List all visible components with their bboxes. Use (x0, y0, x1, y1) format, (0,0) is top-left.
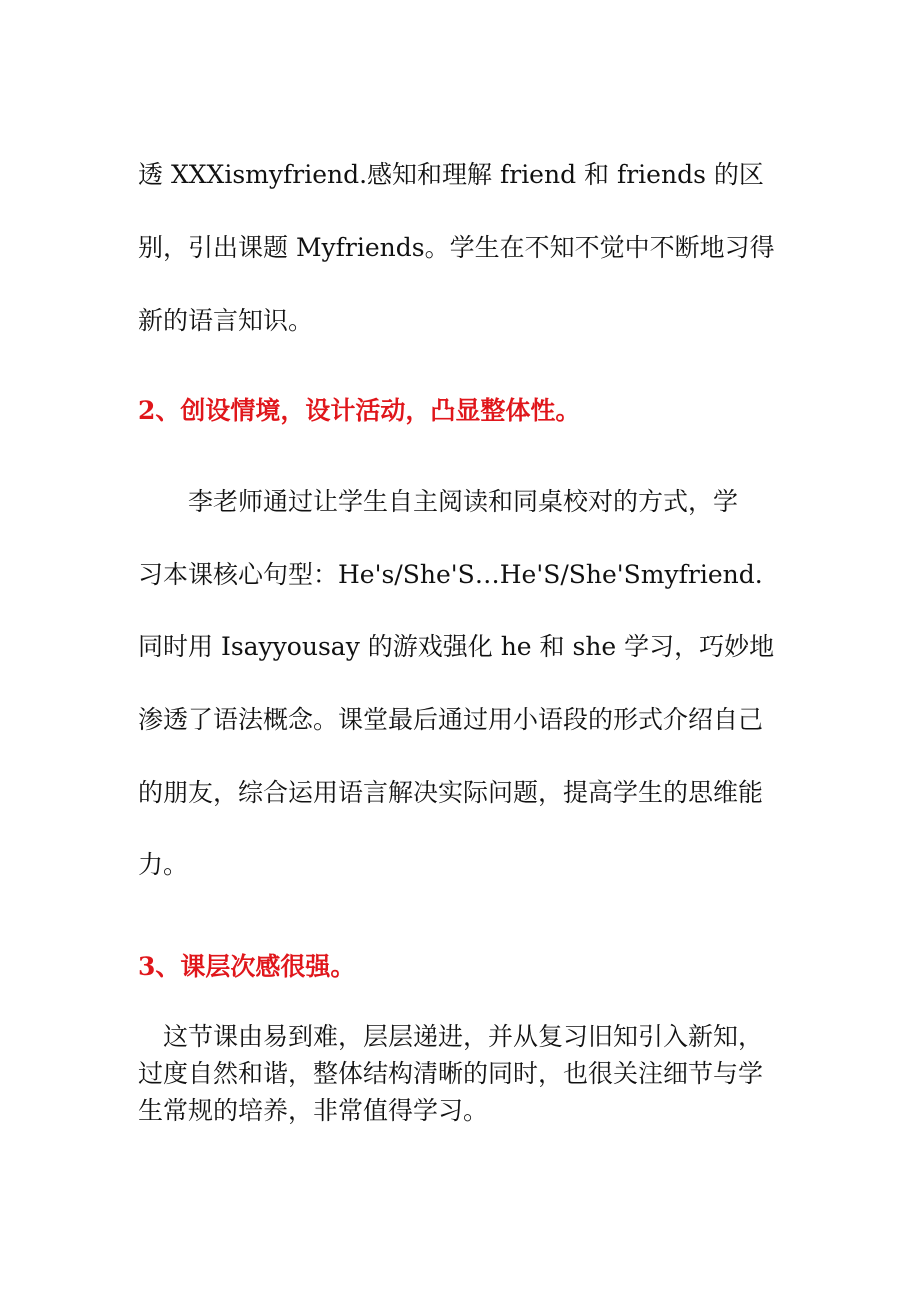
paragraph-3-line-1: 这节课由易到难，层层递进，并从复习旧知引入新知， (138, 1022, 764, 1051)
paragraph-2-line-1: 李老师通过让学生自主阅读和同桌校对的方式，学 (138, 487, 739, 516)
paragraph-2-line-2: 习本课核心句型：He's/She'S…He'S/She'Smyfriend. (138, 560, 763, 589)
paragraph-1-line-3: 新的语言知识。 (138, 306, 314, 335)
paragraph-3-line-3: 生常规的培养，非常值得学习。 (138, 1096, 489, 1125)
paragraph-1-line-2: 别，引出课题 Myfriends。学生在不知不觉中不断地习得 (138, 233, 775, 262)
paragraph-2-line-6: 力。 (138, 850, 189, 879)
section-heading-3: 3、课层次感很强。 (138, 952, 356, 981)
paragraph-2-line-4: 渗透了语法概念。课堂最后通过用小语段的形式介绍自己 (138, 705, 764, 734)
section-heading-2: 2、创设情境，设计活动，凸显整体性。 (138, 396, 581, 425)
paragraph-3-line-2: 过度自然和谐，整体结构清晰的同时，也很关注细节与学 (138, 1059, 764, 1088)
paragraph-2-line-5: 的朋友，综合运用语言解决实际问题，提高学生的思维能 (138, 778, 764, 807)
paragraph-2-line-3: 同时用 Isayyousay 的游戏强化 he 和 she 学习，巧妙地 (138, 632, 775, 661)
paragraph-1-line-1: 透 XXXismyfriend.感知和理解 friend 和 friends 的区 (138, 160, 764, 189)
